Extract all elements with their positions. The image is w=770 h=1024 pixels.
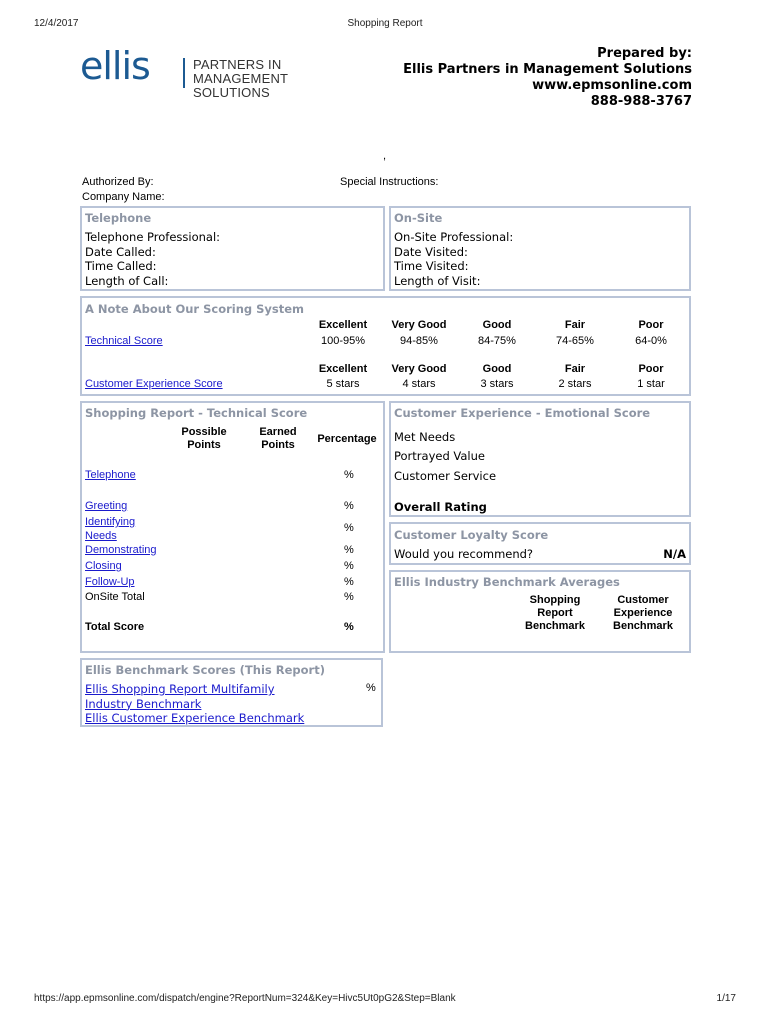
onsite-box: [389, 206, 691, 291]
industry-col2-line-1: Customer: [617, 594, 669, 606]
industry-col2-line-3: Benchmark: [613, 620, 673, 632]
col-earned-line-1: Earned: [259, 426, 297, 438]
benchmark-links: [85, 682, 304, 726]
date-visited: Date Visited:: [394, 244, 468, 259]
onsite-details: [394, 230, 513, 288]
emotional-title: Customer Experience - Emotional Score: [394, 406, 651, 420]
customer-experience-benchmark-header: [603, 594, 683, 633]
recommend-question: Would you recommend?: [394, 547, 534, 561]
shopping-report-multifamily-link[interactable]: Ellis Shopping Report Multifamily: [85, 682, 275, 696]
logo-divider: [183, 58, 185, 88]
technical-title: Shopping Report - Technical Score: [85, 406, 308, 420]
greeting-percent: %: [344, 500, 354, 512]
tech-value-fair: 74-65%: [556, 335, 594, 347]
onsite-professional: On-Site Professional:: [394, 230, 514, 244]
col-earned-line-2: Points: [261, 439, 295, 451]
follow-up-percent: %: [344, 576, 354, 588]
technical-score-box: [80, 401, 385, 653]
tech-value-poor: 64-0%: [635, 335, 667, 347]
greeting-link[interactable]: Greeting: [85, 500, 128, 512]
ellis-logo: [80, 44, 340, 100]
tech-value-excellent: 100-95%: [320, 335, 366, 347]
tech-header-poor: Poor: [638, 319, 664, 331]
cx-value-good: 3 stars: [480, 378, 514, 390]
identifying-needs-link[interactable]: [85, 515, 135, 543]
demonstrating-link[interactable]: Demonstrating: [85, 544, 157, 556]
cx-header-fair: Fair: [564, 363, 586, 375]
col-possible-line-1: Possible: [181, 426, 227, 438]
cx-header-good: Good: [482, 363, 512, 375]
benchmark-percent: %: [366, 682, 376, 694]
cx-value-poor: 1 star: [637, 378, 665, 390]
length-of-visit: Length of Visit:: [394, 273, 481, 288]
col-possible-points: [168, 426, 240, 452]
total-score-label: Total Score: [85, 621, 145, 633]
footer-page-number: 1/17: [716, 993, 736, 1004]
met-needs-label: Met Needs: [394, 430, 456, 444]
tech-header-excellent: Excellent: [318, 319, 368, 331]
print-title: Shopping Report: [347, 18, 423, 29]
shopping-report-benchmark-header: [515, 594, 595, 633]
customer-experience-benchmark-link[interactable]: Ellis Customer Experience Benchmark: [85, 711, 305, 725]
closing-link[interactable]: Closing: [85, 560, 122, 572]
onsite-total-percent: %: [344, 591, 354, 603]
company-name-label: Company Name:: [82, 191, 165, 203]
industry-benchmark-box: [389, 570, 691, 653]
scoring-system-box: [80, 296, 691, 396]
telephone-link[interactable]: Telephone: [85, 469, 136, 481]
emotional-score-box: [389, 401, 691, 517]
tech-value-very-good: 94-85%: [400, 335, 438, 347]
col-possible-line-2: Points: [187, 439, 221, 451]
print-date: 12/4/2017: [34, 18, 79, 29]
cx-value-very-good: 4 stars: [402, 378, 436, 390]
technical-score-link[interactable]: Technical Score: [85, 335, 163, 347]
special-instructions-label: Special Instructions:: [340, 176, 439, 188]
footer-url: https://app.epmsonline.com/dispatch/engine?ReportNum=324&Key=Hivc5Ut0pG2&Step=Blank: [34, 993, 456, 1004]
total-score-percent: %: [344, 621, 354, 633]
recommend-answer: N/A: [663, 547, 686, 561]
identifying-line-1: Identifying: [85, 516, 136, 528]
industry-title: Ellis Industry Benchmark Averages: [394, 575, 620, 589]
col-percentage: Percentage: [317, 433, 377, 445]
telephone-percent: %: [344, 469, 354, 481]
tech-header-very-good: Very Good: [391, 319, 447, 331]
tech-header-good: Good: [482, 319, 512, 331]
industry-col1-line-3: Benchmark: [525, 620, 585, 632]
tech-value-good: 84-75%: [478, 335, 516, 347]
cx-header-very-good: Very Good: [391, 363, 447, 375]
col-earned-points: [242, 426, 314, 452]
onsite-title: On-Site: [394, 211, 443, 225]
portrayed-value-label: Portrayed Value: [394, 449, 485, 463]
onsite-total-label: OnSite Total: [85, 591, 145, 603]
logo-line-2: MANAGEMENT SOLUTIONS: [193, 71, 288, 100]
length-of-call: Length of Call:: [85, 273, 169, 288]
time-called: Time Called:: [85, 259, 157, 273]
telephone-box: [80, 206, 385, 291]
prepared-phone: 888-988-3767: [590, 94, 692, 109]
identifying-percent: %: [344, 522, 354, 534]
industry-col2-line-2: Experience: [613, 607, 673, 619]
cx-value-fair: 2 stars: [558, 378, 592, 390]
identifying-line-2: Needs: [85, 530, 117, 542]
prepared-by-block: [372, 46, 692, 110]
authorized-by-label: Authorized By:: [82, 176, 154, 188]
logo-tagline: [193, 58, 340, 100]
overall-rating-label: Overall Rating: [394, 500, 487, 514]
telephone-details: [85, 230, 220, 288]
customer-experience-score-link[interactable]: Customer Experience Score: [85, 378, 223, 390]
industry-col1-line-1: Shopping: [529, 594, 581, 606]
customer-service-label: Customer Service: [394, 469, 497, 483]
loyalty-score-box: [389, 522, 691, 565]
scoring-title: A Note About Our Scoring System: [85, 302, 305, 316]
time-visited: Time Visited:: [394, 259, 469, 273]
prepared-label: Prepared by:: [597, 46, 692, 61]
tech-header-fair: Fair: [564, 319, 586, 331]
cx-header-excellent: Excellent: [318, 363, 368, 375]
benchmark-title: Ellis Benchmark Scores (This Report): [85, 663, 325, 677]
prepared-website: www.epmsonline.com: [532, 78, 692, 93]
logo-wordmark: ellis: [80, 44, 150, 88]
demonstrating-percent: %: [344, 544, 354, 556]
prepared-company: Ellis Partners in Management Solutions: [403, 62, 692, 77]
telephone-title: Telephone: [85, 211, 152, 225]
cx-value-excellent: 5 stars: [326, 378, 360, 390]
closing-percent: %: [344, 560, 354, 572]
logo-line-1: PARTNERS IN: [193, 57, 282, 72]
comma-separator: ,: [383, 150, 387, 162]
date-called: Date Called:: [85, 244, 156, 259]
industry-col1-line-2: Report: [537, 607, 573, 619]
benchmark-scores-box: [80, 658, 383, 727]
industry-benchmark-link[interactable]: Industry Benchmark: [85, 696, 202, 711]
telephone-professional: Telephone Professional:: [85, 230, 221, 244]
loyalty-title: Customer Loyalty Score: [394, 528, 549, 542]
follow-up-link[interactable]: Follow-Up: [85, 576, 135, 588]
cx-header-poor: Poor: [638, 363, 664, 375]
